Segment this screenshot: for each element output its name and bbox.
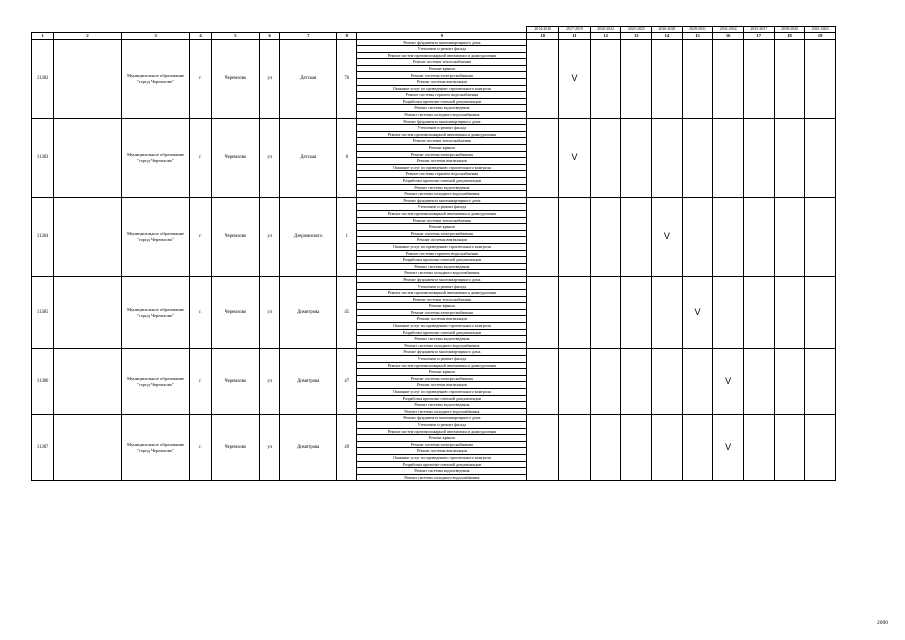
period-cell — [590, 349, 621, 415]
period-cell — [527, 349, 559, 415]
work-type: Ремонт системы холодного водоснабжения — [357, 191, 527, 198]
work-type: Ремонт системы вентиляции — [357, 448, 527, 455]
work-type: Ремонт системы водоотведения — [357, 402, 527, 409]
street-type: ул — [260, 415, 280, 481]
house-number: 49 — [337, 415, 357, 481]
empty-cell — [54, 197, 122, 276]
street-name: Димитрова — [280, 349, 337, 415]
work-type: Оказание услуг по проведению строительного контроля — [357, 243, 527, 250]
settlement-name: Черемхово — [211, 349, 260, 415]
period-cell — [743, 276, 774, 349]
period-header: 2014-2016 — [527, 27, 559, 33]
planned-period-mark: V — [713, 349, 744, 415]
period-cell — [590, 415, 621, 481]
period-cell — [652, 349, 683, 415]
work-type: Ремонт системы вентиляции — [357, 79, 527, 86]
work-type: Утепление и ремонт фасада — [357, 356, 527, 363]
period-header: 2020-2022 — [590, 27, 621, 33]
work-type: Ремонт фундамента многоквартирного дома — [357, 39, 527, 46]
record-id: 11383 — [32, 118, 54, 197]
work-type: Ремонт фундамента многоквартирного дома — [357, 415, 527, 422]
period-cell — [621, 276, 652, 349]
period-cell — [559, 349, 591, 415]
period-cell — [590, 197, 621, 276]
column-number: 4 — [190, 33, 211, 40]
planned-period-mark: V — [559, 39, 591, 118]
column-number: 7 — [280, 33, 337, 40]
period-cell — [713, 276, 744, 349]
period-cell — [743, 349, 774, 415]
work-type: Ремонт системы теплоснабжения — [357, 296, 527, 303]
period-cell — [774, 39, 805, 118]
period-cell — [682, 118, 713, 197]
period-cell — [652, 118, 683, 197]
work-type: Ремонт систем противопожарной автоматики и дымоудаления — [357, 362, 527, 369]
period-cell — [774, 276, 805, 349]
work-type: Ремонт крыши — [357, 369, 527, 376]
house-number: 76 — [337, 39, 357, 118]
municipality: Муниципальное образование "город Черемхово" — [121, 415, 190, 481]
work-type: Ремонт крыши — [357, 303, 527, 310]
column-number: 13 — [621, 33, 652, 40]
table-row — [32, 197, 836, 204]
period-cell — [743, 197, 774, 276]
work-type: Утепление и ремонт фасада — [357, 46, 527, 53]
period-cell — [774, 197, 805, 276]
empty-cell — [54, 276, 122, 349]
work-type: Ремонт системы водоотведения — [357, 468, 527, 475]
work-type: Разработка проектно-сметной документации — [357, 395, 527, 402]
period-header: 2026-2028 — [652, 27, 683, 33]
work-type: Ремонт крыши — [357, 145, 527, 152]
column-number: 16 — [713, 33, 744, 40]
work-type: Ремонт систем противопожарной автоматики и дымоудаления — [357, 290, 527, 297]
period-cell — [774, 415, 805, 481]
house-number: 8 — [337, 118, 357, 197]
street-type: ул — [260, 349, 280, 415]
street-name: Детская — [280, 39, 337, 118]
work-type: Ремонт системы электроснабжения — [357, 375, 527, 382]
column-number: 11 — [559, 33, 591, 40]
column-number: 6 — [260, 33, 280, 40]
record-id: 11384 — [32, 197, 54, 276]
period-cell — [805, 39, 836, 118]
period-cell — [805, 118, 836, 197]
work-type: Ремонт системы холодного водоснабжения — [357, 342, 527, 349]
period-header: 2032-2034 — [713, 27, 744, 33]
period-cell — [527, 118, 559, 197]
work-type: Оказание услуг по проведению строительного контроля — [357, 454, 527, 461]
settlement-name: Черемхово — [211, 39, 260, 118]
record-id: 11387 — [32, 415, 54, 481]
work-type: Оказание услуг по проведению строительного контроля — [357, 323, 527, 330]
work-type: Разработка проектно-сметной документации — [357, 98, 527, 105]
work-type: Оказание услуг по проведению строительного контроля — [357, 164, 527, 171]
settlement-type: г. — [190, 39, 211, 118]
work-type: Утепление и ремонт фасада — [357, 125, 527, 132]
column-number: 19 — [805, 33, 836, 40]
period-cell — [805, 415, 836, 481]
period-cell — [559, 415, 591, 481]
work-type: Разработка проектно-сметной документации — [357, 177, 527, 184]
period-cell — [590, 39, 621, 118]
period-cell — [621, 415, 652, 481]
empty-cell — [54, 118, 122, 197]
work-type: Ремонт системы электроснабжения — [357, 151, 527, 158]
column-number: 14 — [652, 33, 683, 40]
work-type: Утепление и ремонт фасада — [357, 421, 527, 428]
settlement-type: г. — [190, 415, 211, 481]
work-type: Ремонт системы водоотведения — [357, 263, 527, 270]
empty-cell — [54, 349, 122, 415]
work-type: Ремонт системы холодного водоснабжения — [357, 270, 527, 277]
period-header: 2017-2019 — [559, 27, 591, 33]
work-type: Ремонт системы водоотведения — [357, 105, 527, 112]
municipality: Муниципальное образование "город Черемхово" — [121, 197, 190, 276]
work-type: Ремонт системы горячего водоснабжения — [357, 92, 527, 99]
period-cell — [621, 39, 652, 118]
period-cell — [774, 118, 805, 197]
period-cell — [652, 276, 683, 349]
settlement-name: Черемхово — [211, 118, 260, 197]
record-id: 11386 — [32, 349, 54, 415]
work-type: Оказание услуг по проведению строительного контроля — [357, 388, 527, 395]
work-type: Ремонт системы горячего водоснабжения — [357, 250, 527, 257]
empty-cell — [54, 39, 122, 118]
work-type: Ремонт крыши — [357, 224, 527, 231]
column-number: 2 — [54, 33, 122, 40]
table-row — [32, 118, 836, 125]
column-number: 3 — [121, 33, 190, 40]
work-type: Разработка проектно-сметной документации — [357, 257, 527, 264]
period-cell — [743, 415, 774, 481]
period-cell — [621, 197, 652, 276]
work-type: Ремонт систем противопожарной автоматики и дымоудаления — [357, 210, 527, 217]
municipality: Муниципальное образование "город Черемхово" — [121, 349, 190, 415]
table-row — [32, 39, 836, 46]
period-cell — [682, 39, 713, 118]
settlement-name: Черемхово — [211, 197, 260, 276]
period-cell — [590, 118, 621, 197]
work-type: Ремонт системы холодного водоснабжения — [357, 474, 527, 481]
settlement-name: Черемхово — [211, 415, 260, 481]
work-type: Ремонт системы теплоснабжения — [357, 59, 527, 66]
street-name: Димитрова — [280, 415, 337, 481]
work-type: Ремонт системы вентиляции — [357, 158, 527, 165]
record-id: 11382 — [32, 39, 54, 118]
work-type: Ремонт фундамента многоквартирного дома — [357, 349, 527, 356]
work-type: Ремонт крыши — [357, 65, 527, 72]
work-type: Ремонт системы электроснабжения — [357, 441, 527, 448]
period-cell — [682, 349, 713, 415]
period-cell — [713, 118, 744, 197]
column-number: 15 — [682, 33, 713, 40]
empty-cell — [54, 415, 122, 481]
settlement-name: Черемхово — [211, 276, 260, 349]
work-type: Ремонт систем противопожарной автоматики и дымоудаления — [357, 52, 527, 59]
column-number: 12 — [590, 33, 621, 40]
period-cell — [743, 39, 774, 118]
work-type: Ремонт фундамента многоквартирного дома — [357, 276, 527, 283]
period-cell — [682, 415, 713, 481]
work-type: Ремонт системы электроснабжения — [357, 309, 527, 316]
period-cell — [713, 197, 744, 276]
column-number: 9 — [357, 33, 527, 40]
work-type: Ремонт системы теплоснабжения — [357, 217, 527, 224]
period-cell — [590, 276, 621, 349]
planned-period-mark: V — [559, 118, 591, 197]
work-type: Ремонт системы водоотведения — [357, 336, 527, 343]
street-name: Димитрова — [280, 276, 337, 349]
municipality: Муниципальное образование "город Черемхово" — [121, 276, 190, 349]
house-number: 1 — [337, 197, 357, 276]
settlement-type: г. — [190, 118, 211, 197]
municipality: Муниципальное образование "город Черемхово" — [121, 118, 190, 197]
table-row — [32, 415, 836, 422]
work-type: Ремонт системы вентиляции — [357, 316, 527, 323]
column-number: 10 — [527, 33, 559, 40]
column-number: 1 — [32, 33, 54, 40]
work-type: Ремонт системы теплоснабжения — [357, 138, 527, 145]
street-type: ул — [260, 197, 280, 276]
period-cell — [682, 197, 713, 276]
column-number: 8 — [337, 33, 357, 40]
work-type: Ремонт крыши — [357, 435, 527, 442]
period-cell — [652, 39, 683, 118]
work-type: Ремонт систем противопожарной автоматики и дымоудаления — [357, 428, 527, 435]
period-cell — [805, 197, 836, 276]
work-type: Оказание услуг по проведению строительного контроля — [357, 85, 527, 92]
work-type: Ремонт системы электроснабжения — [357, 72, 527, 79]
planned-period-mark: V — [713, 415, 744, 481]
period-cell — [527, 197, 559, 276]
planned-period-mark: V — [682, 276, 713, 349]
work-type: Ремонт системы горячего водоснабжения — [357, 171, 527, 178]
period-header: 2041-2043 — [805, 27, 836, 33]
period-cell — [713, 39, 744, 118]
column-number: 18 — [774, 33, 805, 40]
settlement-type: г. — [190, 349, 211, 415]
work-type: Ремонт системы вентиляции — [357, 382, 527, 389]
column-number: 5 — [211, 33, 260, 40]
period-cell — [527, 415, 559, 481]
capital-repair-schedule-table — [31, 26, 836, 481]
municipality: Муниципальное образование "город Черемхово" — [121, 39, 190, 118]
street-type: ул — [260, 39, 280, 118]
work-type: Разработка проектно-сметной документации — [357, 461, 527, 468]
period-cell — [774, 349, 805, 415]
work-type: Ремонт системы вентиляции — [357, 237, 527, 244]
period-cell — [652, 415, 683, 481]
street-type: ул — [260, 118, 280, 197]
street-name: Детская — [280, 118, 337, 197]
period-header: 2035-2037 — [743, 27, 774, 33]
period-cell — [805, 276, 836, 349]
period-cell — [621, 349, 652, 415]
page-number: 2090 — [877, 620, 888, 626]
work-type: Ремонт системы электроснабжения — [357, 230, 527, 237]
period-cell — [559, 276, 591, 349]
period-cell — [805, 349, 836, 415]
period-cell — [527, 276, 559, 349]
house-number: 47 — [337, 349, 357, 415]
settlement-type: г. — [190, 197, 211, 276]
period-header: 2038-2040 — [774, 27, 805, 33]
work-type: Ремонт системы холодного водоснабжения — [357, 112, 527, 119]
period-header: 2029-2031 — [682, 27, 713, 33]
house-number: 45 — [337, 276, 357, 349]
work-type: Утепление и ремонт фасада — [357, 204, 527, 211]
street-type: ул — [260, 276, 280, 349]
record-id: 11385 — [32, 276, 54, 349]
work-type: Ремонт фундамента многоквартирного дома — [357, 197, 527, 204]
work-type: Ремонт фундамента многоквартирного дома — [357, 118, 527, 125]
table-row — [32, 276, 836, 283]
work-type: Утепление и ремонт фасада — [357, 283, 527, 290]
work-type: Разработка проектно-сметной документации — [357, 329, 527, 336]
table-row — [32, 349, 836, 356]
period-cell — [559, 197, 591, 276]
column-number: 17 — [743, 33, 774, 40]
settlement-type: г. — [190, 276, 211, 349]
work-type: Ремонт системы холодного водоснабжения — [357, 408, 527, 415]
work-type: Ремонт системы водоотведения — [357, 184, 527, 191]
period-cell — [527, 39, 559, 118]
street-name: Дзержинского — [280, 197, 337, 276]
period-cell — [743, 118, 774, 197]
period-header: 2023-2025 — [621, 27, 652, 33]
planned-period-mark: V — [652, 197, 683, 276]
work-type: Ремонт систем противопожарной автоматики и дымоудаления — [357, 131, 527, 138]
period-cell — [621, 118, 652, 197]
